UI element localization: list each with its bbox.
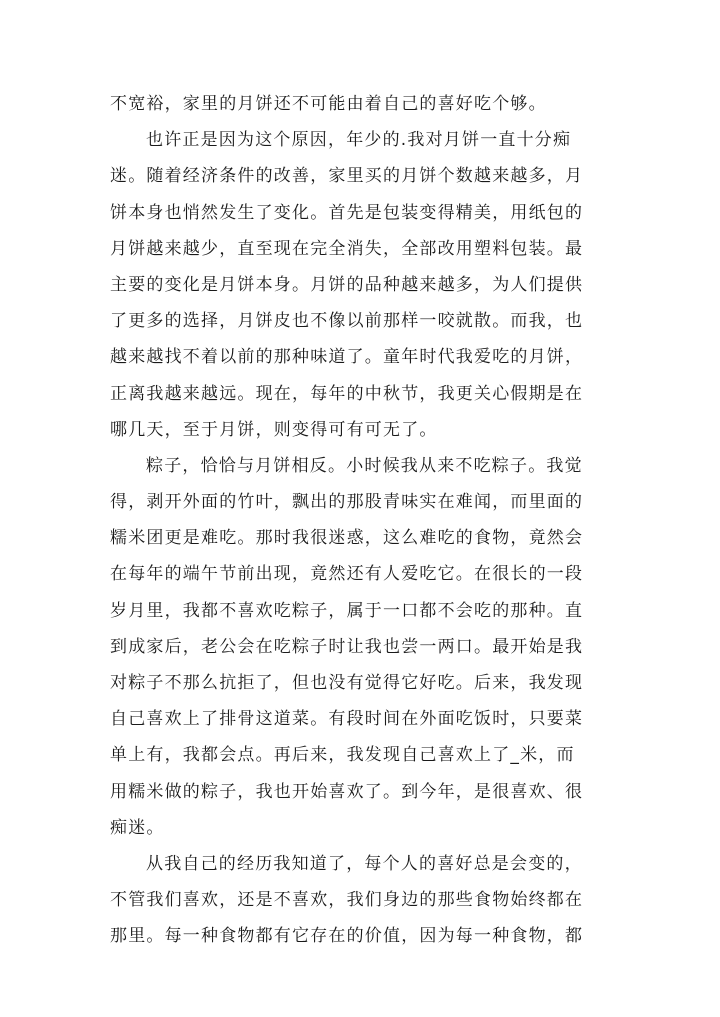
text-line: 岁月里，我都不喜欢吃粽子，属于一口都不会吃的那种。直	[110, 600, 584, 621]
text-line: 从我自己的经历我知道了，每个人的喜好总是会变的，	[146, 853, 583, 874]
text-line: 也许正是因为这个原因，年少的.我对月饼一直十分痴	[146, 130, 572, 151]
text-line: 糯米团更是难吃。那时我很迷惑，这么难吃的食物，竟然会	[110, 528, 584, 549]
text-line: 那里。每一种食物都有它存在的价值，因为每一种食物，都	[110, 926, 584, 947]
text-line: 不宽裕，家里的月饼还不可能由着自己的喜好吃个够。	[110, 94, 547, 114]
paragraph	[110, 846, 622, 955]
text-line: 越来越找不着以前的那种味道了。童年时代我爱吃的月饼，	[110, 347, 584, 368]
text-line: 用糯米做的粽子，我也开始喜欢了。到今年，是很喜欢、很	[110, 781, 584, 802]
text-line: 饼本身也悄然发生了变化。首先是包装变得精美，用纸包的	[110, 202, 584, 223]
text-line: 单上有，我都会点。再后来，我发现自己喜欢上了_米，而	[110, 745, 575, 766]
text-line: 迷。随着经济条件的改善，家里买的月饼个数越来越多，月	[110, 166, 584, 187]
text-line: 不管我们喜欢，还是不喜欢，我们身边的那些食物始终都在	[110, 890, 584, 911]
text-line: 得，剥开外面的竹叶，飘出的那股青味实在难闻，而里面的	[110, 492, 584, 513]
text-line: 到成家后，老公会在吃粽子时让我也尝一两口。最开始是我	[110, 636, 584, 657]
text-line: 痴迷。	[110, 817, 165, 838]
body-text	[110, 86, 622, 955]
text-line: 主要的变化是月饼本身。月饼的品种越来越多，为人们提供	[110, 274, 584, 295]
text-line: 正离我越来越远。现在，每年的中秋节，我更关心假期是在	[110, 383, 584, 404]
text-line: 自己喜欢上了排骨这道菜。有段时间在外面吃饭时，只要菜	[110, 709, 584, 730]
text-line: 粽子，恰恰与月饼相反。小时候我从来不吃粽子。我觉	[146, 455, 583, 476]
text-line: 了更多的选择，月饼皮也不像以前那样一咬就散。而我，也	[110, 311, 584, 332]
text-line: 对粽子不那么抗拒了，但也没有觉得它好吃。后来，我发现	[110, 673, 584, 693]
paragraph	[110, 448, 622, 846]
paragraph	[110, 86, 622, 122]
text-line: 月饼越来越少，直至现在完全消失，全部改用塑料包装。最	[110, 238, 584, 259]
text-line: 在每年的端午节前出现，竟然还有人爱吃它。在很长的一段	[110, 564, 584, 585]
text-line: 哪几天，至于月饼，则变得可有可无了。	[110, 419, 438, 440]
paragraph	[110, 122, 622, 448]
